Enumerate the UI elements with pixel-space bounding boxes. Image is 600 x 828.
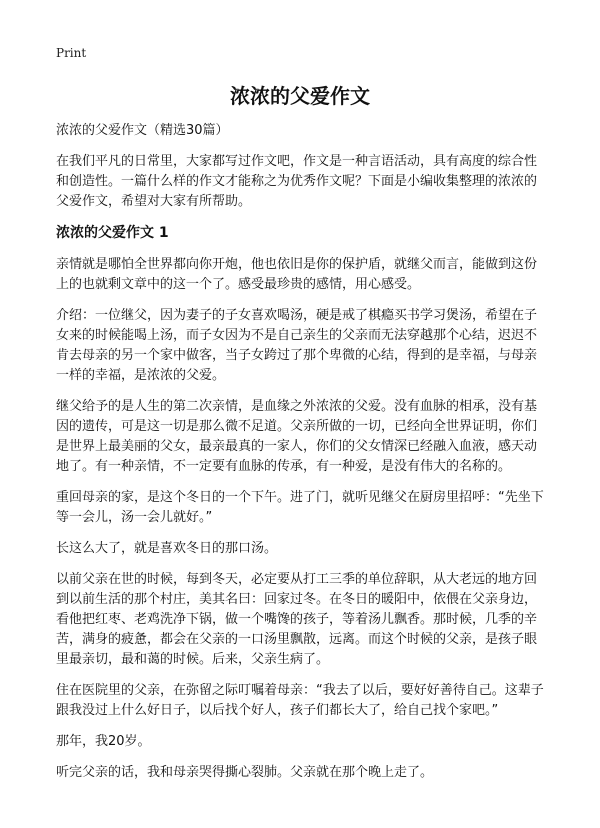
intro-paragraph: 在我们平凡的日常里，大家都写过作文吧，作文是一种言语活动，具有高度的综合性和创造性。一篇什么样的作文才能称之为优秀作文呢？下面是小编收集整理的浓浓的父爱作文，希望对大家有所帮助。 — [56, 154, 538, 209]
paragraph: 以前父亲在世的时候，每到冬天，必定要从打工三季的单位辞职，从大老远的地方回到以前生活的那个村庄，美其名曰：回家过冬。在冬日的暖阳中，依偎在父亲身边，看他把红枣、老鸡洗净下锅，做一个嘴馋的孩子，等着汤儿飘香。那时候，几季的辛苦，满身的疲惫，都会在父亲的一口汤里飘散，远离。而这个时候的父亲，是孩子眼里最亲切，最和蔼的时候。后来，父亲生病了。 — [56, 572, 538, 667]
paragraph: 那年，我20岁。 — [56, 734, 151, 749]
paragraph: 住在医院里的父亲，在弥留之际叮嘱着母亲：“我去了以后，要好好善待自己。这辈子跟我没过上什么好日子，以后找个好人，孩子们都长大了，给自己找个家吧。” — [56, 683, 544, 718]
paragraph: 长这么大了，就是喜欢冬日的那口汤。 — [56, 541, 278, 556]
article-body — [56, 122, 548, 794]
paragraph: 听完父亲的话，我和母亲哭得撕心裂肺。父亲就在那个晚上走了。 — [56, 765, 434, 780]
print-link[interactable]: Print — [56, 46, 87, 60]
paragraph: 介绍：一位继父，因为妻子的子女喜欢喝汤，硬是戒了棋瘾买书学习煲汤，希望在子女来的时候能喝上汤，而子女因为不是自己亲生的父亲而无法穿越那个心结，迟迟不肯去母亲的另一个家中做客，当子女跨过了那个卑微的心结，得到的是幸福，与母亲一样的幸福，是浓浓的父爱。 — [56, 308, 538, 383]
article-subtitle: 浓浓的父爱作文（精选30篇） — [56, 123, 229, 138]
section-heading: 浓浓的父爱作文 1 — [56, 225, 169, 241]
page-title: 浓浓的父爱作文 — [230, 84, 370, 108]
paragraph: 亲情就是哪怕全世界都向你开炮，他也依旧是你的保护盾，就继父而言，能做到这份上的也就剩文章中的这一个了。感受最珍贵的感情，用心感受。 — [56, 257, 538, 292]
paragraph: 继父给予的是人生的第二次亲情，是血缘之外浓浓的父爱。没有血脉的相承，没有基因的遗传，可是这一切是那么微不足道。父亲所做的一切，已经向全世界证明，你们是世界上最美丽的父女，最亲最真的一家人，你们的父女情深已经融入血液，感天动地了。有一种亲情，不一定要有血脉的传承，有一种爱，是没有伟大的名称的。 — [56, 399, 538, 474]
paragraph: 重回母亲的家，是这个冬日的一个下午。进了门，就听见继父在厨房里招呼：“先坐下等一会儿，汤一会儿就好。” — [56, 490, 544, 525]
